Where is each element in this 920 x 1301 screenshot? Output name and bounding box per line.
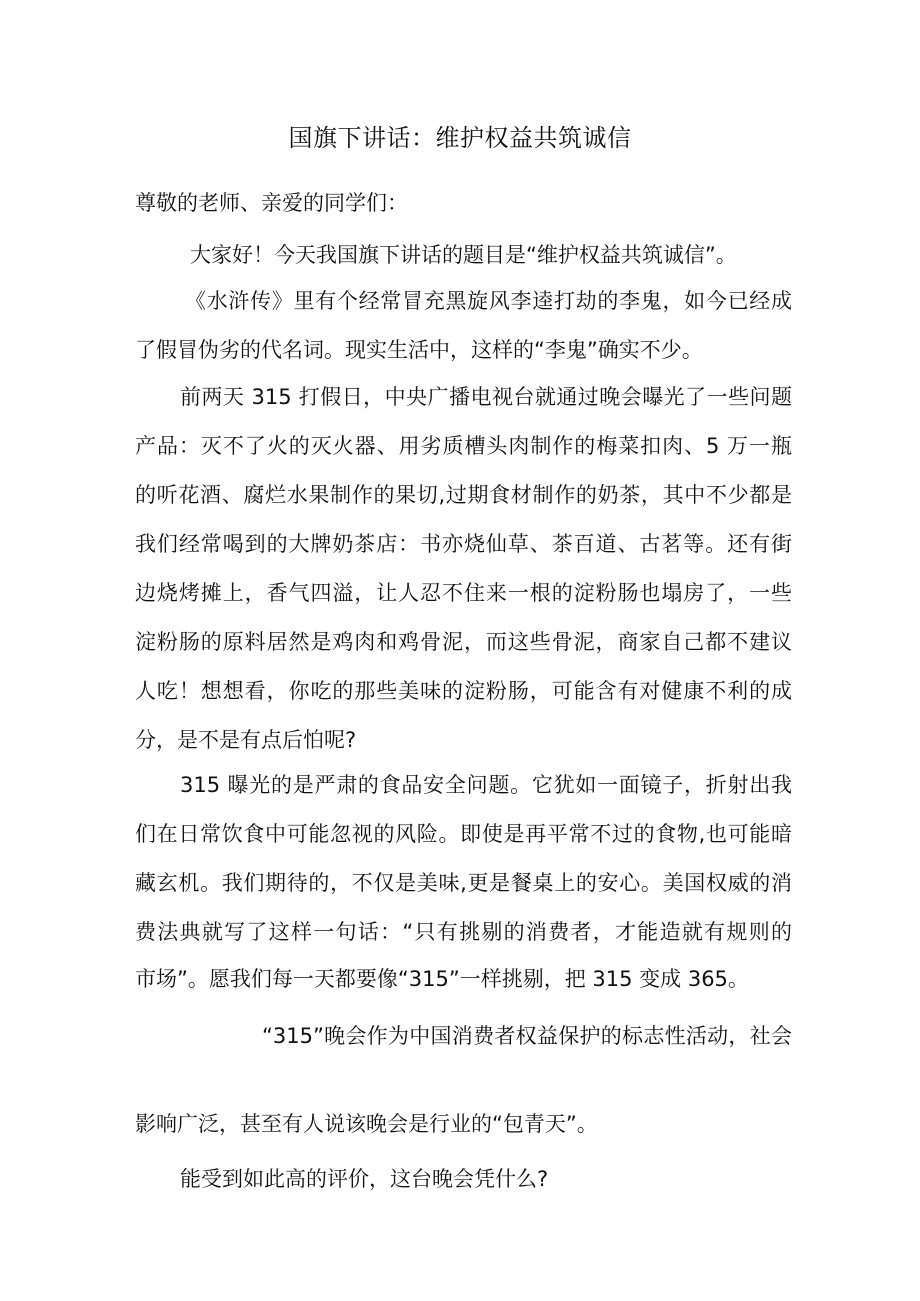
paragraph-4-line-3: 藏玄机。我们期待的，不仅是美味,更是餐桌上的安心。美国权威的消 — [135, 871, 792, 895]
document-title: 国旗下讲话：维护权益共筑诚信 — [288, 124, 632, 152]
paragraph-5-line-1: “315”晚会作为中国消费者权益保护的标志性活动，社会 — [262, 1024, 792, 1048]
paragraph-3-line-3: 的听花酒、腐烂水果制作的果切,过期食材制作的奶茶，其中不少都是 — [135, 483, 792, 507]
paragraph-4-line-2: 们在日常饮食中可能忽视的风险。即使是再平常不过的食物,也可能暗 — [135, 822, 792, 846]
paragraph-6-line-1: 能受到如此高的评价，这台晚会凭什么? — [180, 1167, 549, 1191]
paragraph-4-line-5: 市场”。愿我们每一天都要像“315”一样挑剔，把 315 变成 365。 — [135, 967, 749, 991]
paragraph-3-line-1: 前两天 315 打假日，中央广播电视台就通过晚会曝光了一些问题 — [180, 385, 792, 409]
paragraph-4-line-4: 费法典就写了这样一句话：“只有挑剔的消费者，才能造就有规则的 — [135, 920, 792, 944]
paragraph-3-line-4: 我们经常喝到的大牌奶茶店：书亦烧仙草、茶百道、古茗等。还有街 — [135, 532, 792, 556]
paragraph-2-line-1: 《水浒传》里有个经常冒充黑旋风李逵打劫的李鬼，如今已经成 — [185, 289, 792, 313]
paragraph-4-line-1: 315 曝光的是严肃的食品安全问题。它犹如一面镜子，折射出我 — [180, 773, 792, 797]
paragraph-3-line-2: 产品：灭不了火的灭火器、用劣质槽头肉制作的梅菜扣肉、5 万一瓶 — [135, 434, 792, 458]
paragraph-3-line-8: 分，是不是有点后怕呢? — [135, 728, 357, 752]
paragraph-3-line-7: 人吃！想想看，你吃的那些美味的淀粉肠，可能含有对健康不利的成 — [135, 679, 792, 703]
paragraph-1-line-1: 大家好！今天我国旗下讲话的题目是“维护权益共筑诚信”。 — [190, 243, 737, 267]
paragraph-3-line-6: 淀粉肠的原料居然是鸡肉和鸡骨泥，而这些骨泥，商家自己都不建议 — [135, 630, 792, 654]
paragraph-2-line-2: 了假冒伪劣的代名词。现实生活中，这样的“李鬼”确实不少。 — [135, 338, 703, 362]
paragraph-3-line-5: 边烧烤摊上，香气四溢，让人忍不住来一根的淀粉肠也塌房了，一些 — [135, 581, 792, 605]
salutation: 尊敬的老师、亲爱的同学们： — [135, 191, 408, 215]
paragraph-5-line-2: 影响广泛，甚至有人说该晚会是行业的“包青天”。 — [135, 1112, 598, 1136]
